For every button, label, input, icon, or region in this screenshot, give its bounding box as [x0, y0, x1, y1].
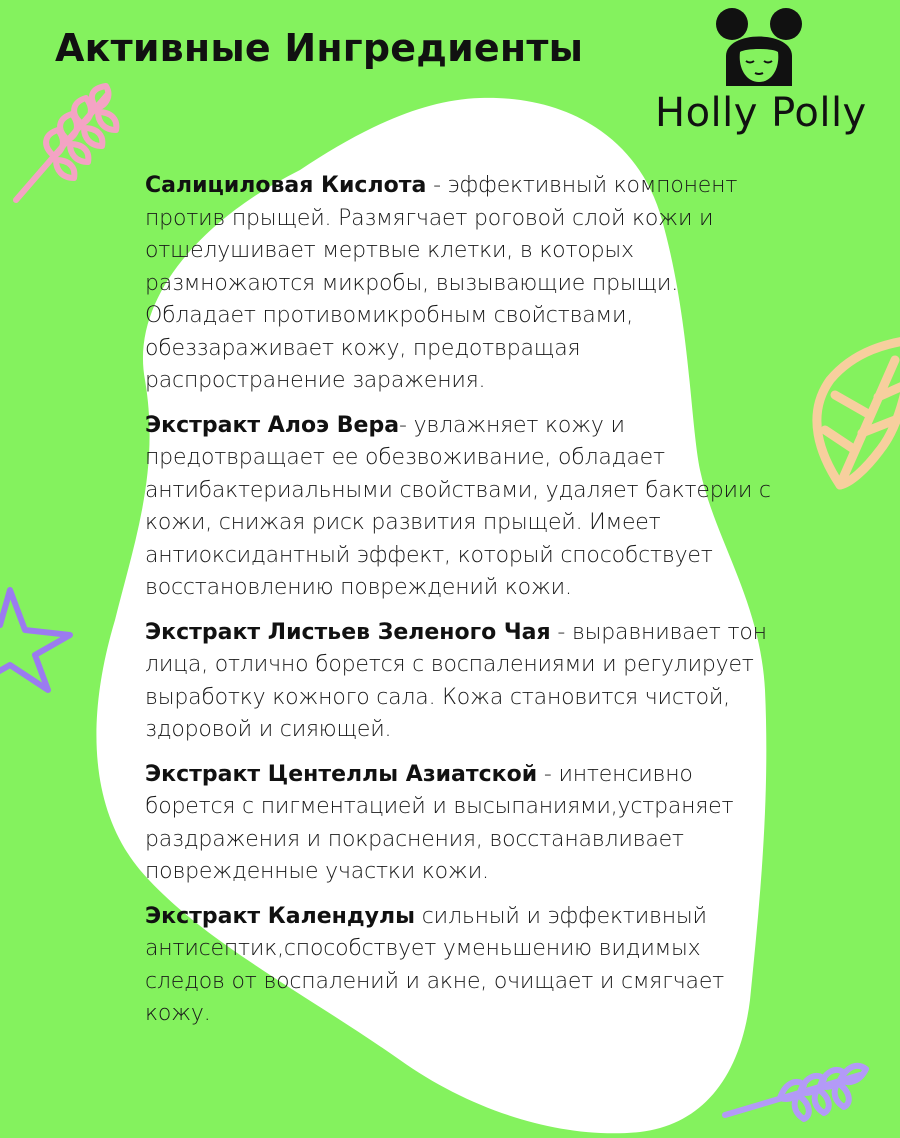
ingredient-description: сильный и эффективный антисептик,способствует уменьшению видимых следов от воспалений и акне, очищает и смягчает кожу. [145, 903, 725, 1026]
ingredient-item [145, 901, 785, 1031]
ingredient-name: Экстракт Центеллы Азиатской [145, 761, 538, 787]
ingredient-name: Салициловая Кислота [145, 173, 427, 198]
ingredient-item [145, 617, 785, 747]
ingredient-name: Экстракт Алоэ Вера [145, 412, 400, 438]
pink-wheat-icon [8, 82, 123, 207]
ingredient-item [145, 410, 785, 605]
page-title: Активные Ингредиенты [55, 26, 584, 70]
ingredient-description: - интенсивно борется с пигментацией и высыпаниями,устраняет раздражения и покраснения, восстанавливает поврежденные участки кожи. [145, 761, 734, 884]
ingredient-item [145, 759, 785, 889]
ingredient-name: Экстракт Календулы [145, 903, 415, 929]
ingredient-item [145, 170, 785, 398]
ingredient-name: Экстракт Листьев Зеленого Чая [145, 619, 551, 645]
peach-leaf-icon [800, 335, 900, 495]
brand-name: Holly Polly [655, 90, 867, 136]
purple-star-icon [0, 585, 80, 695]
girl-face-logo-icon [712, 6, 806, 92]
ingredient-description: - эффективный компонент против прыщей. Размягчает роговой слой кожи и отшелушивает мертвые клетки, в которых размножаются микробы, вызывающие прыщи. Обладает противомикробным свойствами, обеззараживает кожу, предотвращая распространение заражения. [145, 173, 738, 393]
ingredients-list [145, 170, 785, 1043]
ingredient-description: - выравнивает тон лица, отлично борется с воспалениями и регулирует выработку кожного сала. Кожа становится чистой, здоровой и сияющей. [145, 619, 767, 742]
ingredient-description: - увлажняет кожу и предотвращает ее обезвоживание, обладает антибактериальными свойствами, удаляет бактерии с кожи, снижая риск развития прыщей. Имеет антиоксидантный эффект, который способствует восстановлению повреждений кожи. [145, 412, 771, 600]
purple-wheat-icon [720, 1045, 870, 1135]
